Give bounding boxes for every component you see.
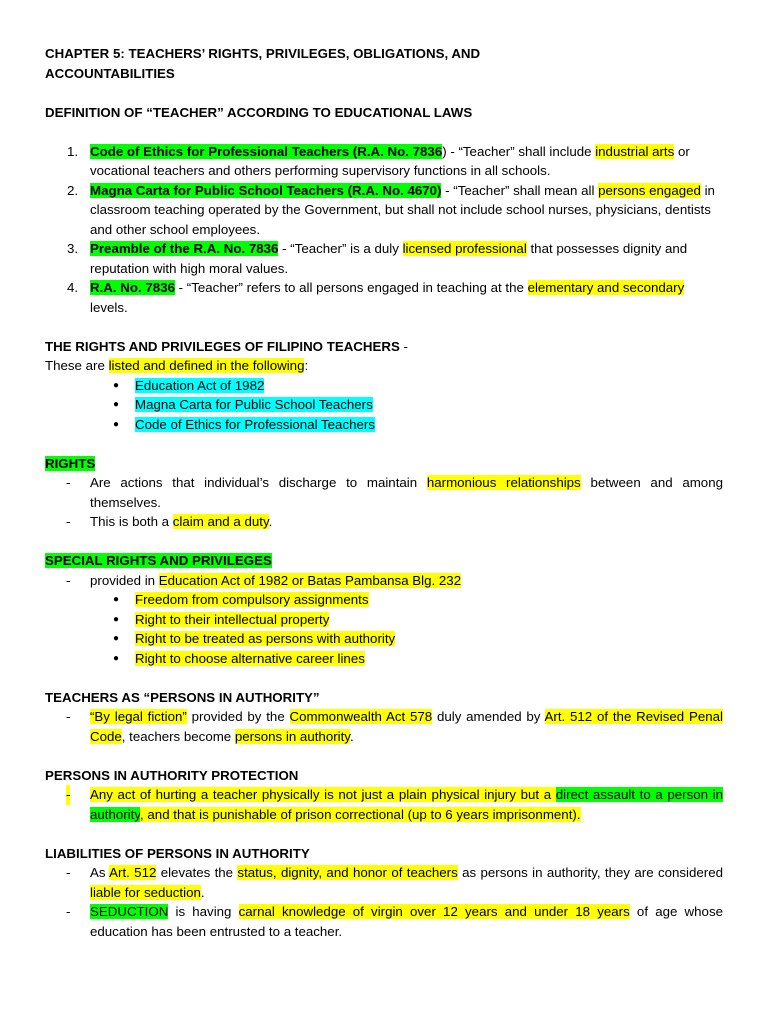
law-bullet: ● Magna Carta for Public School Teachers [113, 397, 373, 412]
protection-item: - Any act of hurting a teacher physically is not just a plain physical injury but a direct assault to a person in authority, and that is punishable of prison correctional (up to 6 years imprisonment). [66, 787, 724, 822]
definition-list [45, 142, 723, 318]
law-bullet: ● Code of Ethics for Professional Teachers [113, 416, 375, 432]
rights-label: RIGHTS [45, 455, 96, 471]
special-right-bullet: ● Freedom from compulsory assignments [113, 592, 369, 607]
definition-item: 1. Code of Ethics for Professional Teachers (R.A. No. 7836) - “Teacher” shall include industrial arts or vocational teachers and others performing supervisory functions in all schools. [67, 143, 690, 178]
definition-heading: DEFINITION OF “TEACHER” ACCORDING TO EDUCATIONAL LAWS [45, 104, 473, 120]
liability-item: - As Art. 512 elevates the status, dignity, and honor of teachers as persons in authority, they are considered liable for seduction. [66, 865, 723, 900]
document-page [45, 44, 723, 941]
protection-heading: PERSONS IN AUTHORITY PROTECTION [45, 767, 299, 783]
rights-item: - This is both a claim and a duty. [66, 514, 273, 529]
persons-in-authority-heading: TEACHERS AS “PERSONS IN AUTHORITY” [45, 689, 320, 705]
special-right-bullet: ● Right to their intellectual property [113, 611, 330, 627]
authority-item: - “By legal fiction” provided by the Commonwealth Act 578 duly amended by Art. 512 of the Revised Penal Code, teachers become persons in authority. [66, 709, 723, 744]
special-right-bullet: ● Right to choose alternative career lines [113, 650, 365, 666]
chapter-title: CHAPTER 5: TEACHERS’ RIGHTS, PRIVILEGES, OBLIGATIONS, AND ACCOUNTABILITIES [45, 46, 481, 81]
liabilities-heading: LIABILITIES OF PERSONS IN AUTHORITY [45, 845, 310, 861]
rights-privileges-heading: THE RIGHTS AND PRIVILEGES OF FILIPINO TEACHERS - [45, 338, 408, 354]
rights-item: - Are actions that individual’s discharge to maintain harmonious relationships between and among themselves. [66, 475, 723, 510]
law-bullet: ● Education Act of 1982 [113, 377, 265, 393]
provided-in-line: - provided in Education Act of 1982 or Batas Pambansa Blg. 232 [66, 572, 462, 588]
special-rights-label: SPECIAL RIGHTS AND PRIVILEGES [45, 553, 272, 568]
liability-item: - SEDUCTION is having carnal knowledge of virgin over 12 years and under 18 years of age whose education has been entrusted to a teacher. [66, 904, 723, 939]
these-are-line: These are listed and defined in the following: [45, 358, 309, 373]
definition-item: 4. R.A. No. 7836 - “Teacher” refers to all persons engaged in teaching at the elementary and secondary levels. [67, 280, 685, 315]
definition-item: 2. Magna Carta for Public School Teachers (R.A. No. 4670) - “Teacher” shall mean all persons engaged in classroom teaching operated by the Government, but shall not include school nurses, physicians, dentists and other school employees. [67, 182, 715, 237]
definition-item: 3. Preamble of the R.A. No. 7836 - “Teacher” is a duly licensed professional that possesses dignity and reputation with high moral values. [67, 241, 688, 276]
special-right-bullet: ● Right to be treated as persons with authority [113, 631, 396, 646]
